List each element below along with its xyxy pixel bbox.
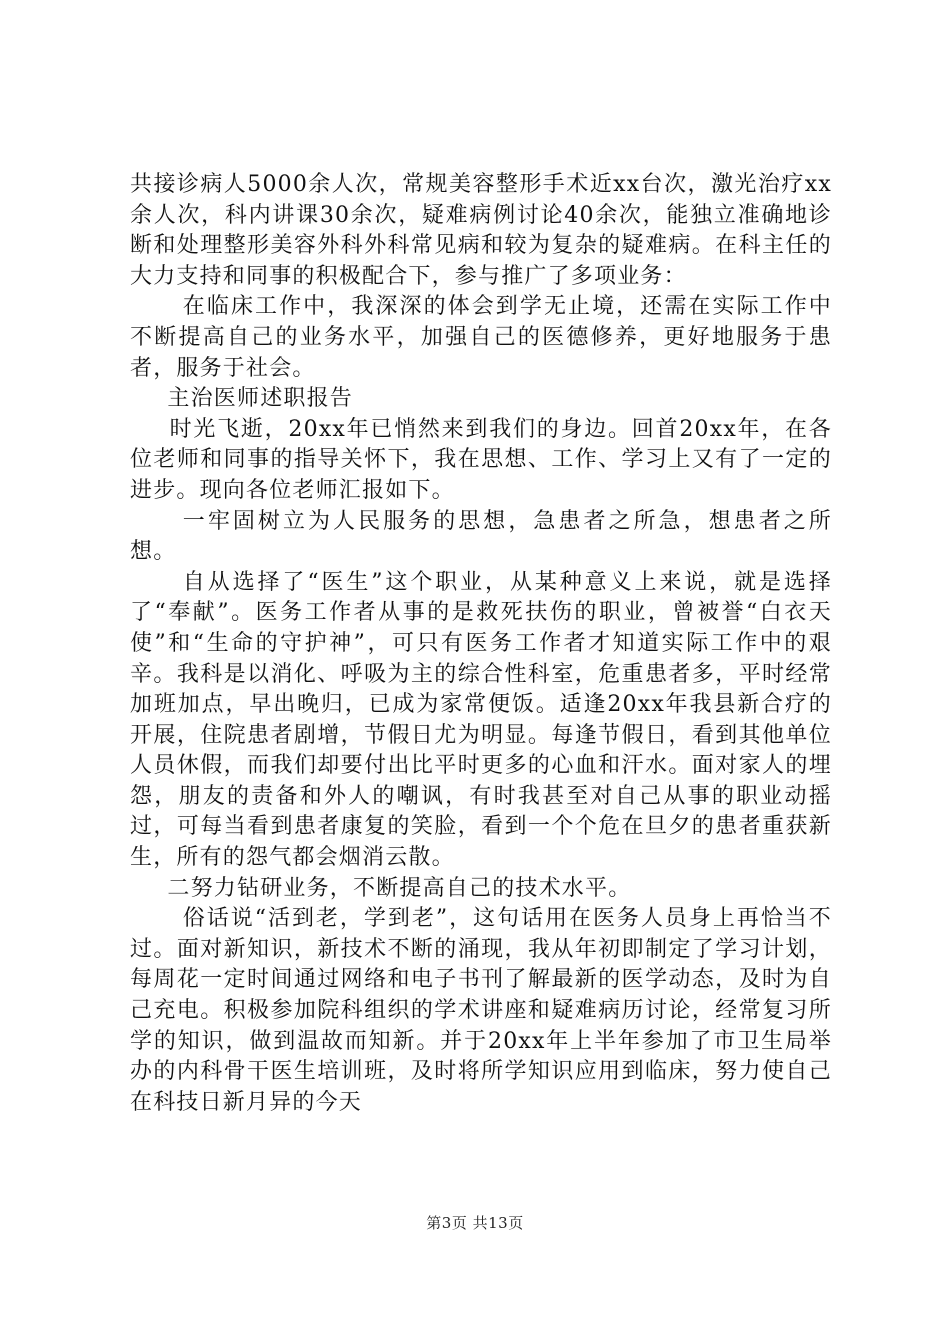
heading-point-one: 一牢固树立为人民服务的思想，急患者之所急，想患者之所想。 xyxy=(130,508,832,565)
paragraph-study: 俗话说“活到老，学到老”，这句话用在医务人员身上再恰当不过。面对新知识，新技术不断的涌现，我从年初即制定了学习计划，每周花一定时间通过网络和电子书刊了解最新的医学动态，及时为自己充电。积极参加院科组织的学术讲座和疑难病历讨论，经常复习所学的知识，做到温故而知新。并于20xx年上半年参加了市卫生局举办的内科骨干医生培训班，及时将所学知识应用到临床，努力使自己在科技日新月异的今天 xyxy=(130,906,832,1115)
paragraph-clinical-work: 在临床工作中，我深深的体会到学无止境，还需在实际工作中不断提高自己的业务水平，加强自己的医德修养，更好地服务于患者，服务于社会。 xyxy=(130,294,832,381)
paragraph-intro: 时光飞逝，20xx年已悄然来到我们的身边。回首20xx年，在各位老师和同事的指导关怀下，我在思想、工作、学习上又有了一定的进步。现向各位老师汇报如下。 xyxy=(130,416,832,503)
page-number-footer: 第3页 共13页 xyxy=(426,1214,524,1232)
section-title: 主治医师述职报告 xyxy=(167,386,353,412)
paragraph-dedication: 自从选择了“医生”这个职业，从某种意义上来说，就是选择了“奉献”。医务工作者从事的是救死扶伤的职业，曾被誉“白衣天使”和“生命的守护神”，可只有医务工作者才知道实际工作中的艰辛。我科是以消化、呼吸为主的综合性科室，危重患者多，平时经常加班加点，早出晚归，已成为家常便饭。适逢20xx年我县新合疗的开展，住院患者剧增，节假日尤为明显。每逢节假日，看到其他单位人员休假，而我们却要付出比平时更多的心血和汗水。面对家人的埋怨，朋友的责备和外人的嘲讽，有时我甚至对自己从事的职业动摇过，可每当看到患者康复的笑脸，看到一个个危在旦夕的患者重获新生，所有的怨气都会烟消云散。 xyxy=(130,569,832,871)
document-body xyxy=(130,170,832,1118)
heading-point-two: 二努力钻研业务，不断提高自己的技术水平。 xyxy=(167,875,632,901)
paragraph-continuation: 共接诊病人5000余人次，常规美容整形手术近xx台次，激光治疗xx余人次，科内讲课30余次，疑难病例讨论40余次，能独立准确地诊断和处理整形美容外科外科常见病和较为复杂的疑难病。在科主任的大力支持和同事的积极配合下，参与推广了多项业务： xyxy=(130,172,832,289)
